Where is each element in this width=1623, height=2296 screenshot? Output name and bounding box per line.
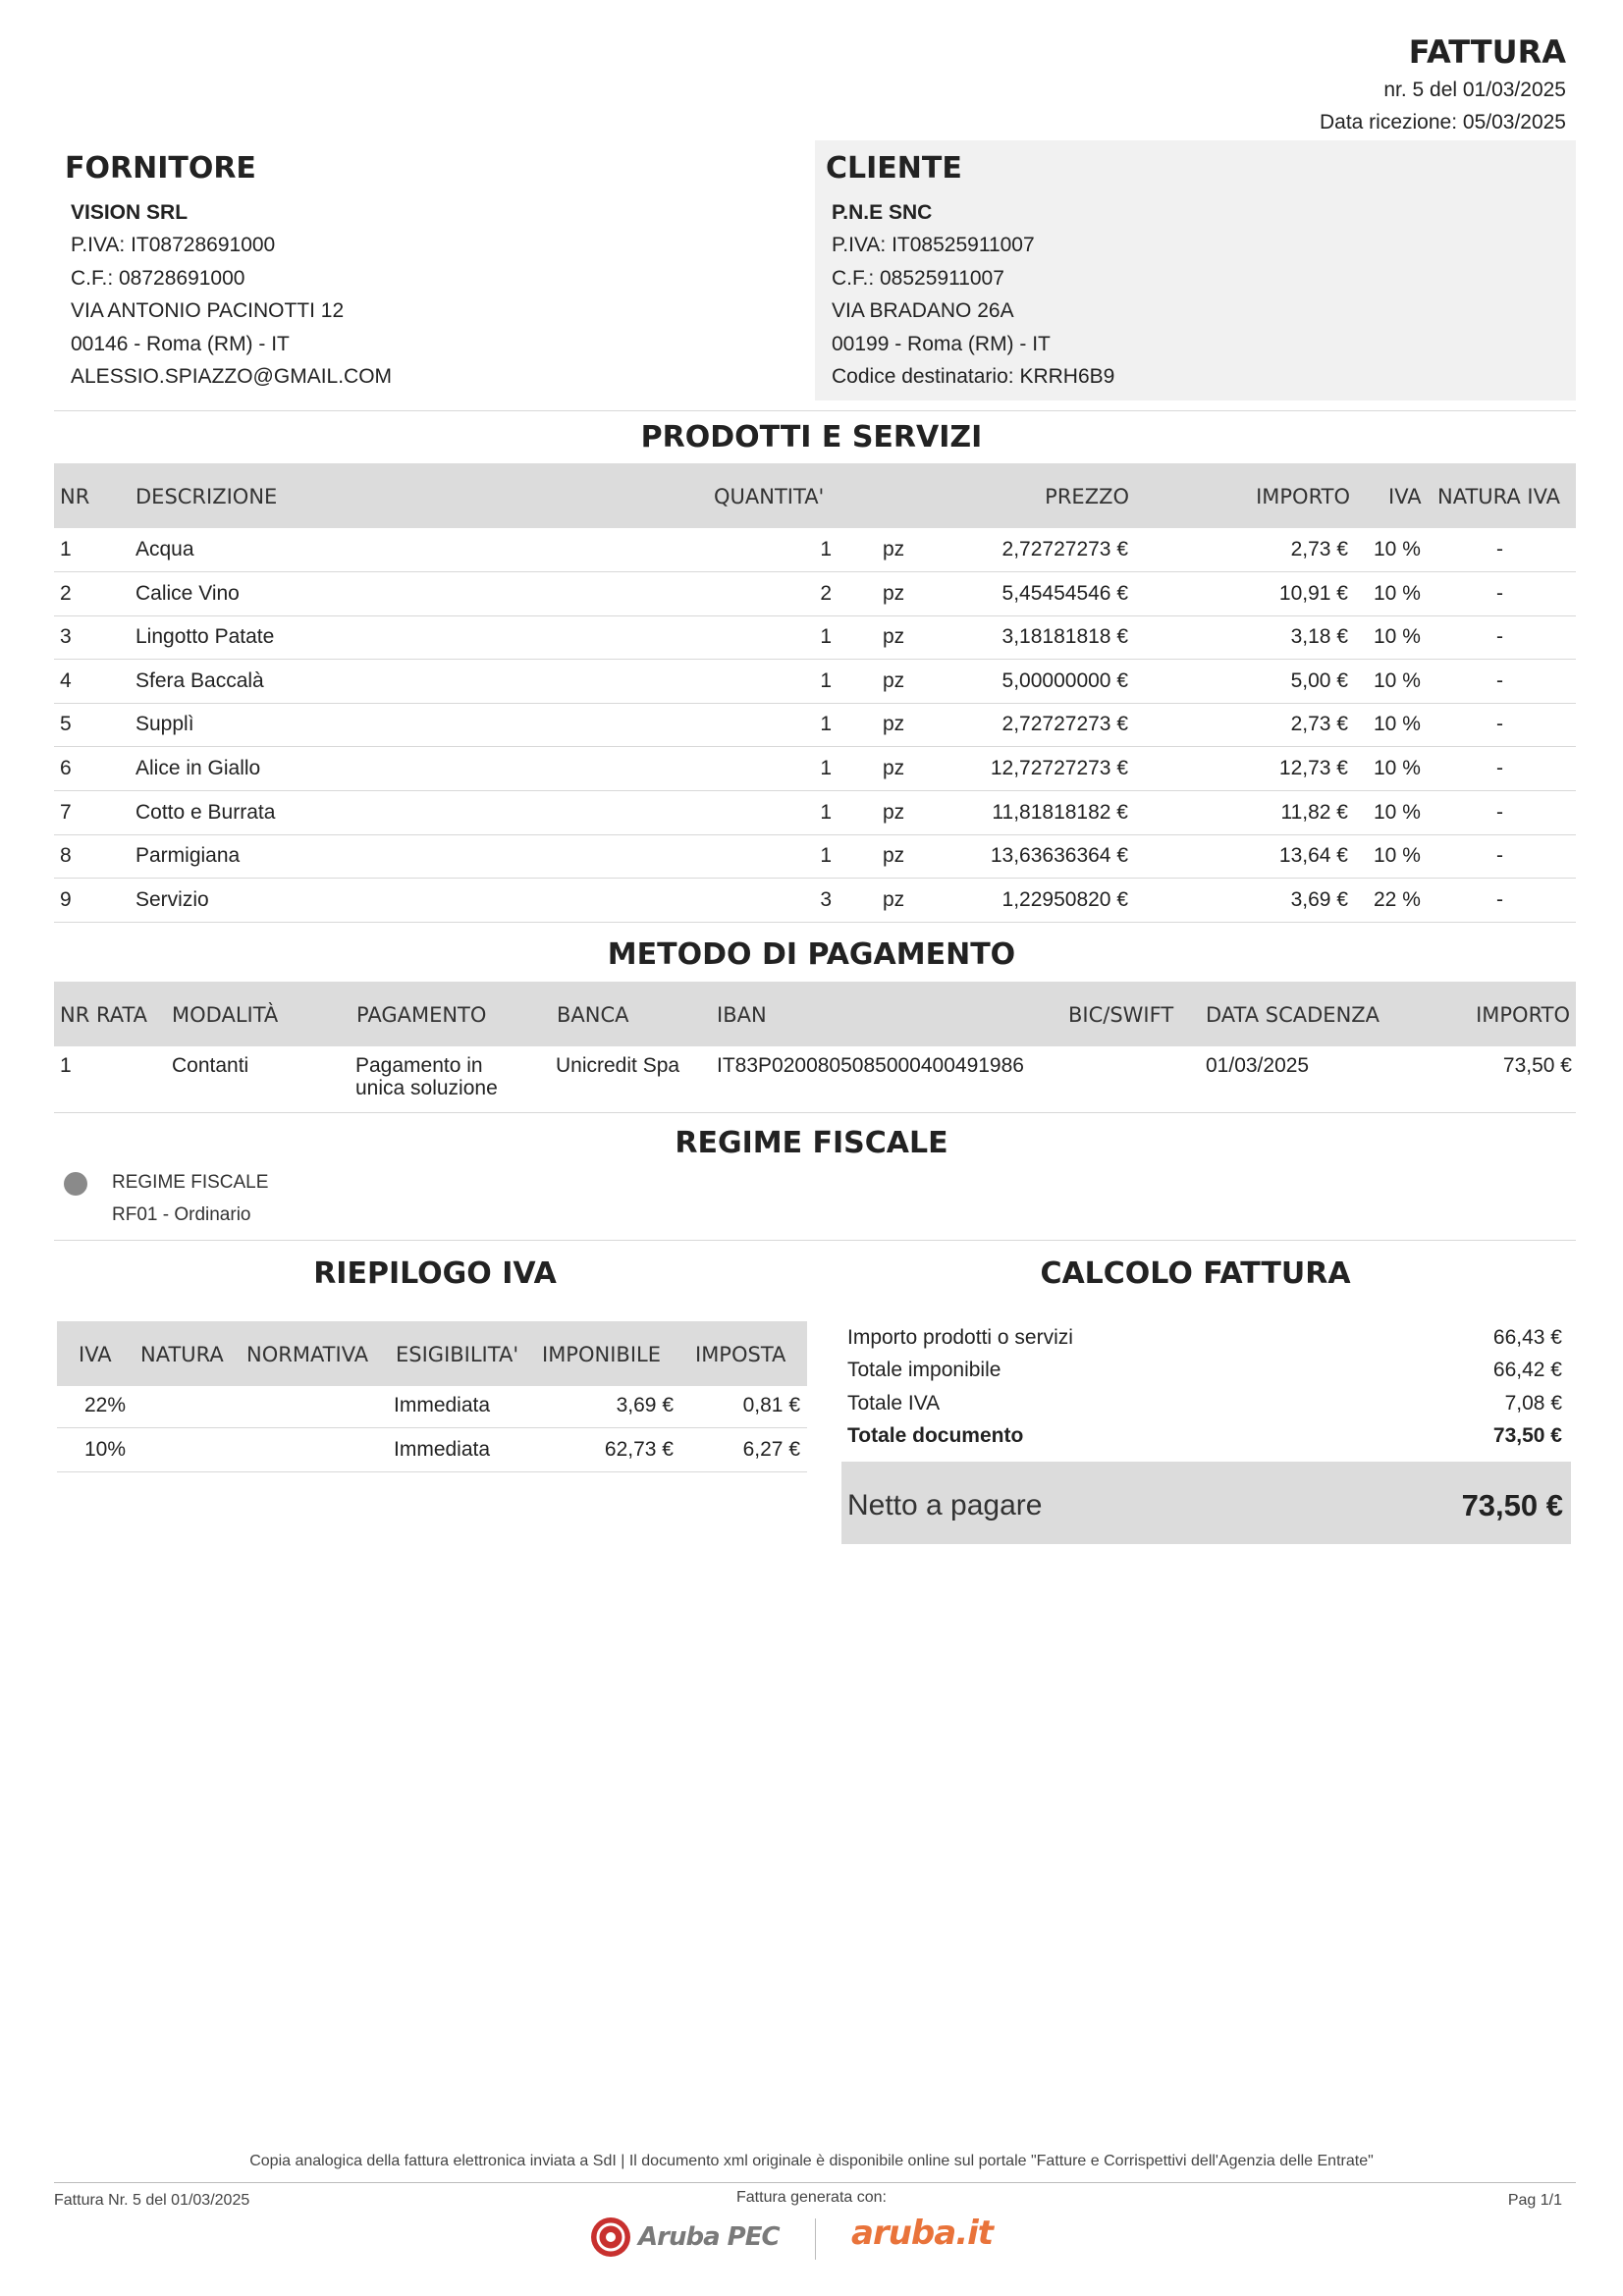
row-vat-nature: - [1496,668,1503,692]
vat-eligibility: Immediata [394,1437,491,1461]
calc-value: 66,42 € [1492,1359,1562,1382]
row-description: Cotto e Burrata [135,800,276,824]
row-nr: 8 [60,844,72,868]
row-amount: 11,82 € [1280,800,1348,824]
payment-mode: Contanti [172,1054,249,1077]
row-price: 11,81818182 € [992,800,1128,824]
col-nr: NR [60,485,90,508]
row-divider [54,659,1576,660]
supplier-address: VIA ANTONIO PACINOTTI 12 [71,299,345,322]
row-description: Calice Vino [135,581,240,605]
payment-iban: IT83P0200805085000400491986 [717,1054,1024,1077]
supplier-cf: C.F.: 08728691000 [71,267,245,290]
payment-bank: Unicredit Spa [556,1054,680,1077]
row-unit: pz [883,800,905,824]
row-nr: 5 [60,713,72,736]
row-quantity: 3 [820,887,832,911]
row-divider [54,878,1576,879]
row-divider [54,790,1576,791]
aruba-it-logo: aruba.it [851,2214,994,2253]
supplier-email: ALESSIO.SPIAZZO@GMAIL.COM [71,365,393,388]
row-vat-nature: - [1496,538,1503,561]
products-title: PRODOTTI E SERVIZI [640,420,983,454]
vat-tax: 0,81 € [742,1394,800,1416]
row-vat: 10 % [1374,625,1421,649]
col-norm: NORMATIVA [246,1343,369,1366]
row-price: 5,45454546 € [1001,581,1128,605]
col-due-date: DATA SCADENZA [1206,1003,1380,1027]
vat-rate: 10% [84,1437,127,1461]
col-payment: PAGAMENTO [356,1003,487,1027]
col-eligibility: ESIGIBILITA' [396,1343,519,1366]
row-divider [57,1471,807,1472]
client-name: P.N.E SNC [832,201,933,224]
row-vat-nature: - [1496,844,1503,868]
col-quantity: QUANTITA' [714,485,825,508]
row-divider [54,615,1576,616]
payment-title: METODO DI PAGAMENTO [607,937,1016,972]
row-quantity: 1 [820,757,832,779]
installment-nr: 1 [60,1054,72,1077]
net-to-pay-box [841,1462,1571,1544]
calc-label: Importo prodotti o servizi [847,1326,1073,1349]
row-divider [57,1427,807,1428]
row-vat-nature: - [1496,625,1503,649]
row-nr: 7 [60,800,72,824]
vat-summary-header [57,1321,807,1386]
client-address: VIA BRADANO 26A [832,299,1014,322]
client-heading: CLIENTE [826,151,962,186]
col-taxable: IMPONIBILE [542,1343,661,1366]
client-code: Codice destinatario: KRRH6B9 [832,365,1115,388]
footer-divider [54,2182,1576,2183]
row-divider [54,746,1576,747]
row-unit: pz [883,713,905,736]
row-amount: 13,64 € [1278,844,1348,868]
regime-title: REGIME FISCALE [675,1126,948,1160]
document-type: FATTURA [1408,33,1566,71]
row-unit: pz [883,844,905,868]
client-block [815,140,1576,400]
payment-header [54,982,1576,1046]
regime-value: RF01 - Ordinario [112,1204,251,1225]
row-price: 13,63636364 € [990,844,1128,868]
footer-note: Copia analogica della fattura elettronica inviata a SdI | Il documento xml originale è disponibile online sul portale "Fatture e Corrispettivi dell'Agenzia delle Entrate" [249,2153,1374,2169]
row-vat: 10 % [1374,538,1421,561]
row-vat: 10 % [1374,800,1421,824]
row-unit: pz [883,757,905,779]
col-mode: MODALITÀ [172,1003,279,1027]
row-divider [54,922,1576,923]
col-installment: NR RATA [60,1003,148,1027]
payment-type-line2: unica soluzione [355,1077,498,1099]
col-vat: IVA [1388,485,1422,508]
payment-amount: 73,50 € [1502,1054,1572,1077]
client-cf: C.F.: 08525911007 [832,267,1004,290]
calc-title: CALCOLO FATTURA [1040,1256,1351,1291]
calc-label: Totale documento [847,1423,1024,1447]
col-bank: BANCA [557,1003,629,1027]
row-quantity: 1 [820,668,832,692]
row-price: 12,72727273 € [990,757,1128,779]
calc-label: Totale imponibile [847,1359,1001,1382]
vat-rate: 22% [84,1394,127,1416]
net-to-pay-value: 73,50 € [1461,1488,1563,1522]
col-vat-nature: NATURA IVA [1437,485,1561,508]
seal-icon [589,2216,632,2259]
row-nr: 3 [60,625,72,649]
row-vat: 10 % [1374,581,1421,605]
row-quantity: 1 [820,800,832,824]
row-quantity: 1 [820,625,832,649]
row-vat-nature: - [1496,757,1503,779]
divider [54,410,1576,411]
col-nature: NATURA [140,1343,224,1366]
row-price: 2,72727273 € [1001,713,1128,736]
row-quantity: 1 [820,844,832,868]
supplier-heading: FORNITORE [65,151,256,186]
logo-separator [815,2218,816,2260]
row-vat: 10 % [1374,713,1421,736]
col-payment-amount: IMPORTO [1476,1003,1570,1027]
vat-taxable: 3,69 € [616,1394,674,1416]
col-vat-rate: IVA [79,1343,112,1366]
row-description: Lingotto Patate [135,625,275,649]
row-amount: 2,73 € [1290,713,1348,736]
row-amount: 12,73 € [1278,757,1348,779]
aruba-pec-wordmark: Aruba PEC [638,2222,780,2252]
row-description: Acqua [135,538,194,561]
row-nr: 6 [60,757,72,779]
vat-tax: 6,27 € [742,1437,800,1461]
document-number: nr. 5 del 01/03/2025 [1383,79,1566,101]
calc-value: 66,43 € [1492,1326,1562,1349]
row-vat-nature: - [1496,887,1503,911]
col-tax: IMPOSTA [695,1343,786,1366]
divider [54,1112,1576,1113]
row-vat-nature: - [1496,581,1503,605]
row-nr: 1 [60,538,72,561]
row-quantity: 1 [820,713,832,736]
row-vat: 22 % [1374,887,1421,911]
products-header [54,463,1576,528]
col-iban: IBAN [717,1003,767,1027]
calc-label: Totale IVA [847,1391,941,1415]
receipt-date: Data ricezione: 05/03/2025 [1319,111,1566,133]
divider [54,1240,1576,1241]
row-unit: pz [883,625,905,649]
net-to-pay-label: Netto a pagare [847,1489,1043,1522]
row-divider [54,834,1576,835]
row-unit: pz [883,538,905,561]
client-piva: P.IVA: IT08525911007 [832,234,1035,256]
row-unit: pz [883,581,905,605]
row-quantity: 2 [820,581,832,605]
row-divider [54,571,1576,572]
vat-eligibility: Immediata [394,1394,491,1416]
row-price: 5,00000000 € [1001,668,1128,692]
row-vat-nature: - [1496,713,1503,736]
footer-page: Pag 1/1 [1507,2192,1562,2209]
row-amount: 2,73 € [1290,538,1348,561]
row-nr: 2 [60,581,72,605]
col-bic: BIC/SWIFT [1068,1003,1174,1027]
row-amount: 3,18 € [1290,625,1348,649]
row-unit: pz [883,887,905,911]
footer-generated-with: Fattura generata con: [736,2189,887,2206]
row-vat-nature: - [1496,800,1503,824]
row-description: Alice in Giallo [135,757,261,779]
col-price: PREZZO [1045,485,1129,508]
row-vat: 10 % [1374,668,1421,692]
client-city: 00199 - Roma (RM) - IT [832,333,1051,355]
row-price: 1,22950820 € [1001,887,1128,911]
row-amount: 10,91 € [1278,581,1348,605]
vat-taxable: 62,73 € [604,1437,674,1461]
row-amount: 5,00 € [1290,668,1348,692]
row-unit: pz [883,668,905,692]
row-quantity: 1 [820,538,832,561]
row-divider [54,703,1576,704]
row-description: Supplì [135,713,194,736]
footer-invoice-ref: Fattura Nr. 5 del 01/03/2025 [54,2192,250,2209]
col-description: DESCRIZIONE [135,485,278,508]
bullet-icon [64,1172,87,1196]
row-price: 3,18181818 € [1001,625,1128,649]
row-nr: 9 [60,887,72,911]
row-nr: 4 [60,668,72,692]
row-price: 2,72727273 € [1001,538,1128,561]
row-vat: 10 % [1374,844,1421,868]
col-amount: IMPORTO [1256,485,1350,508]
row-amount: 3,69 € [1290,887,1348,911]
row-description: Sfera Baccalà [135,668,264,692]
supplier-name: VISION SRL [71,201,189,224]
row-description: Servizio [135,887,209,911]
payment-due-date: 01/03/2025 [1206,1054,1310,1077]
calc-value: 7,08 € [1504,1391,1562,1415]
supplier-piva: P.IVA: IT08728691000 [71,234,276,256]
aruba-pec-logo [589,2216,780,2259]
supplier-city: 00146 - Roma (RM) - IT [71,333,290,355]
regime-label: REGIME FISCALE [112,1172,269,1193]
calc-value: 73,50 € [1492,1423,1562,1447]
row-description: Parmigiana [135,844,241,868]
row-vat: 10 % [1374,757,1421,779]
payment-type-line1: Pagamento in [355,1054,483,1077]
vat-summary-title: RIEPILOGO IVA [313,1256,557,1291]
